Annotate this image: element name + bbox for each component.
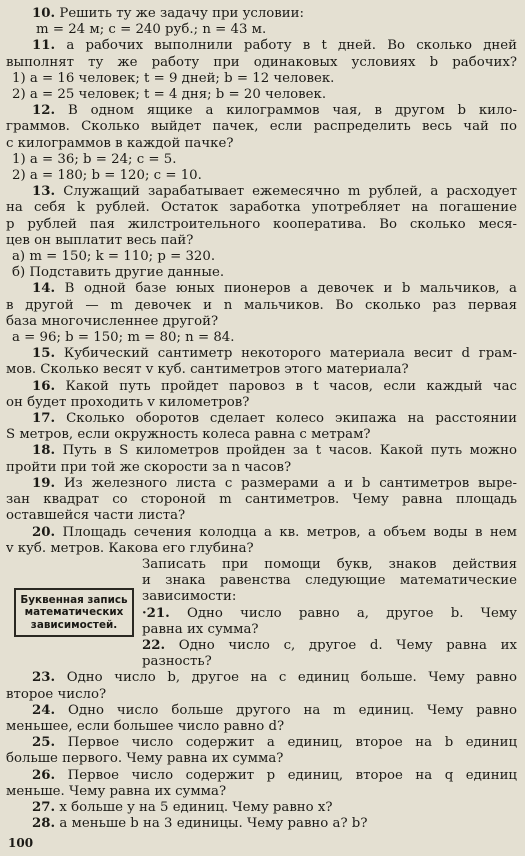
- aside_lines-line: [142, 557, 517, 573]
- lines_top-line: [6, 55, 517, 71]
- line-text: Одно число больше другого на m единиц. Чему равно: [55, 702, 517, 718]
- lines_top-line: [6, 103, 517, 119]
- section-sidebox: Буквенная запись математических зависимостей.: [14, 588, 134, 638]
- aside_lines-line: [142, 654, 517, 670]
- line-text: c килограммов в каждой пачке?: [6, 135, 234, 151]
- line-text: оставшейся части листа?: [6, 508, 186, 524]
- line-text: меньшее, если большее число равно d?: [6, 718, 285, 734]
- lines_bottom-line: [6, 735, 517, 751]
- lines_top-line: [6, 233, 517, 249]
- line-text: В одной базе юных пионеров a девочек и b мальчиков, а: [55, 281, 517, 297]
- lines_bottom-line: [6, 816, 517, 832]
- exercise-number: 12.: [32, 103, 56, 119]
- lines_top-line: [6, 119, 517, 135]
- line-text: m = 24 м; c = 240 руб.; n = 43 м.: [36, 22, 267, 38]
- lines_top-line: [6, 22, 517, 38]
- line-text: граммов. Сколько выйдет пачек, если распределить весь чай по: [6, 119, 517, 135]
- line-text: он будет проходить v километров?: [6, 394, 250, 410]
- exercise-number: 27.: [32, 799, 56, 815]
- lines_top-line: [6, 200, 517, 216]
- line-text: Какой путь пройдет паровоз в t часов, если каждый час: [55, 378, 517, 394]
- lines_top-line: [6, 508, 517, 524]
- line-text: S метров, если окружность колеса равна c метрам?: [6, 427, 371, 443]
- lines_bottom-line: [6, 751, 517, 767]
- line-text: v куб. метров. Какова его глубина?: [6, 540, 254, 556]
- line-text: Решить ту же задачу при условии:: [55, 6, 304, 21]
- exercise-number: 25.: [32, 735, 56, 751]
- line-text: равна их сумма?: [142, 621, 259, 637]
- line-text: 1) a = 16 человек; t = 9 дней; b = 12 человек.: [12, 70, 335, 86]
- aside_lines-line: [142, 573, 517, 589]
- lines_bottom-line: [6, 670, 517, 686]
- lines_top-line: [6, 395, 517, 411]
- section-block: [6, 557, 517, 670]
- lines_top-line: [6, 184, 517, 200]
- lines_top-line: [6, 427, 517, 443]
- lines_top-line: [6, 379, 517, 395]
- lines_top-line: [6, 298, 517, 314]
- page-number: 100: [8, 836, 34, 850]
- exercise-number: 15.: [32, 346, 56, 362]
- line-text: в другой — m девочек и n мальчиков. Во сколько раз первая: [6, 297, 517, 313]
- line-text: Первое число содержит a единиц, второе на b единиц: [55, 735, 517, 751]
- lines_bottom-line: [6, 800, 517, 816]
- exercise-number: 14.: [32, 281, 56, 297]
- aside_lines-line: [142, 638, 517, 654]
- lines_top-line: [6, 38, 517, 54]
- line-text: б) Подставить другие данные.: [12, 265, 225, 281]
- exercises-bottom: [6, 670, 517, 832]
- line-text: разность?: [142, 654, 212, 670]
- line-text: p рублей пая жилстроительного кооператива. Во сколько меся-: [6, 216, 517, 232]
- exercise-number: 18.: [32, 443, 56, 459]
- line-text: зависимости:: [142, 589, 237, 605]
- line-text: Кубический сантиметр некоторого материала весит d грам-: [55, 346, 517, 362]
- lines_top-line: [6, 136, 517, 152]
- lines_top-line: [6, 6, 517, 22]
- exercise-number: 11.: [32, 38, 56, 54]
- aside_lines-line: [142, 606, 517, 622]
- lines_top-line: [6, 330, 517, 346]
- line-text: Первое число содержит p единиц, второе на q единиц: [55, 767, 517, 783]
- line-text: и знака равенства следующие математические: [142, 573, 517, 589]
- line-text: Путь в S километров пройден за t часов. Какой путь можно: [55, 443, 517, 459]
- exercise-number: 17.: [32, 411, 56, 427]
- line-text: меньше. Чему равна их сумма?: [6, 783, 227, 799]
- exercise-number: 24.: [32, 702, 56, 718]
- line-text: на себя k рублей. Остаток заработка употребляет на погашение: [6, 200, 517, 216]
- lines_top-line: [6, 346, 517, 362]
- line-text: a меньше b на 3 единицы. Чему равно a? b?: [55, 816, 368, 832]
- line-text: Сколько оборотов сделает колесо экипажа на расстоянии: [55, 411, 517, 427]
- line-text: 2) a = 25 человек; t = 4 дня; b = 20 человек.: [12, 87, 327, 103]
- lines_bottom-line: [6, 719, 517, 735]
- line-text: зан квадрат со стороной m сантиметров. Чему равна площадь: [6, 492, 517, 508]
- exercise-number: 26.: [32, 767, 56, 783]
- exercises-top: [6, 6, 517, 557]
- line-text: x больше y на 5 единиц. Чему равно x?: [55, 799, 333, 815]
- lines_bottom-line: [6, 768, 517, 784]
- line-text: Одно число c, другое d. Чему равна их: [165, 637, 517, 653]
- lines_top-line: [6, 460, 517, 476]
- exercise-number: 16.: [32, 378, 56, 394]
- line-text: Одно число b, другое на c единиц больше. Чему равно: [55, 670, 517, 686]
- line-text: a = 96; b = 150; m = 80; n = 84.: [12, 330, 235, 346]
- exercise-number: 22.: [142, 637, 166, 653]
- line-text: В одном ящике a килограммов чая, в другом b кило-: [55, 103, 517, 119]
- lines_top-line: [6, 411, 517, 427]
- exercise-number: 19.: [32, 475, 56, 491]
- lines_top-line: [6, 168, 517, 184]
- lines_top-line: [6, 476, 517, 492]
- lines_top-line: [6, 492, 517, 508]
- lines_top-line: [6, 314, 517, 330]
- line-text: мов. Сколько весят v куб. сантиметров этого материала?: [6, 362, 409, 378]
- lines_top-line: [6, 525, 517, 541]
- section-intro: [142, 557, 517, 670]
- exercise-number: 13.: [32, 184, 56, 200]
- line-text: цев он выплатит весь пай?: [6, 232, 194, 248]
- lines_top-line: [6, 152, 517, 168]
- exercise-number: 23.: [32, 670, 56, 686]
- line-text: пройти при той же скорости за n часов?: [6, 459, 292, 475]
- lines_bottom-line: [6, 687, 517, 703]
- line-text: второе число?: [6, 686, 107, 702]
- exercise-number: ·21.: [142, 605, 170, 621]
- lines_bottom-line: [6, 784, 517, 800]
- aside_lines-line: [142, 589, 517, 605]
- lines_bottom-line: [6, 703, 517, 719]
- lines_top-line: [6, 281, 517, 297]
- line-text: Одно число равно a, другое b. Чему: [169, 605, 517, 621]
- lines_top-line: [6, 265, 517, 281]
- line-text: Из железного листа с размерами a и b сантиметров выре-: [55, 475, 517, 491]
- line-text: Записать при помощи букв, знаков действия: [142, 556, 517, 572]
- line-text: база многочисленнее другой?: [6, 313, 219, 329]
- exercise-number: 10.: [32, 6, 56, 21]
- lines_top-line: [6, 443, 517, 459]
- aside_lines-line: [142, 622, 517, 638]
- line-text: 2) a = 180; b = 120; c = 10.: [12, 168, 202, 184]
- lines_top-line: [6, 541, 517, 557]
- exercise-number: 20.: [32, 524, 56, 540]
- lines_top-line: [6, 362, 517, 378]
- lines_top-line: [6, 249, 517, 265]
- line-text: выполнят ту же работу при одинаковых условиях b рабочих?: [6, 54, 517, 70]
- line-text: а) m = 150; k = 110; p = 320.: [12, 249, 216, 265]
- line-text: 1) a = 36; b = 24; c = 5.: [12, 151, 177, 167]
- line-text: Служащий зарабатывает ежемесячно m рублей, а расходует: [55, 184, 517, 200]
- exercise-number: 28.: [32, 816, 56, 832]
- line-text: Площадь сечения колодца a кв. метров, а объем воды в нем: [55, 524, 517, 540]
- lines_top-line: [6, 71, 517, 87]
- line-text: больше первого. Чему равна их сумма?: [6, 751, 284, 767]
- lines_top-line: [6, 217, 517, 233]
- line-text: a рабочих выполнили работу в t дней. Во сколько дней: [55, 38, 517, 54]
- lines_top-line: [6, 87, 517, 103]
